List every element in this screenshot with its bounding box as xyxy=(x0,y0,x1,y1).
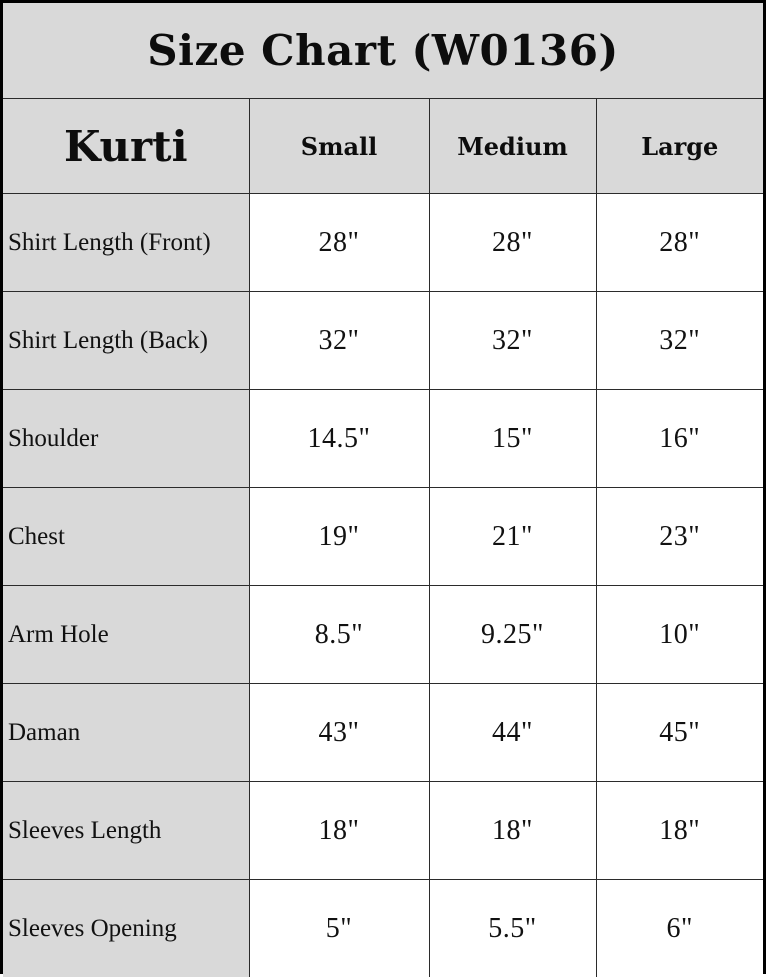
size-table xyxy=(3,99,763,977)
cell-medium: 5.5" xyxy=(429,880,596,977)
garment-type-header: Kurti xyxy=(3,99,249,194)
cell-medium: 15" xyxy=(429,390,596,488)
cell-medium: 18" xyxy=(429,782,596,880)
table-row xyxy=(3,292,763,390)
cell-large: 18" xyxy=(596,782,763,880)
table-row xyxy=(3,488,763,586)
row-label: Chest xyxy=(3,488,249,586)
chart-title: Size Chart (W0136) xyxy=(3,3,763,99)
row-label: Shirt Length (Front) xyxy=(3,194,249,292)
size-header-small: Small xyxy=(249,99,429,194)
cell-small: 43" xyxy=(249,684,429,782)
row-label: Arm Hole xyxy=(3,586,249,684)
row-label: Sleeves Opening xyxy=(3,880,249,977)
cell-small: 28" xyxy=(249,194,429,292)
cell-medium: 21" xyxy=(429,488,596,586)
table-row xyxy=(3,782,763,880)
row-label: Shoulder xyxy=(3,390,249,488)
size-header-medium: Medium xyxy=(429,99,596,194)
cell-large: 10" xyxy=(596,586,763,684)
table-row xyxy=(3,684,763,782)
header-row xyxy=(3,99,763,194)
cell-small: 32" xyxy=(249,292,429,390)
cell-large: 6" xyxy=(596,880,763,977)
cell-large: 45" xyxy=(596,684,763,782)
row-label: Shirt Length (Back) xyxy=(3,292,249,390)
cell-medium: 28" xyxy=(429,194,596,292)
cell-small: 8.5" xyxy=(249,586,429,684)
cell-small: 19" xyxy=(249,488,429,586)
table-row xyxy=(3,390,763,488)
cell-small: 18" xyxy=(249,782,429,880)
cell-small: 5" xyxy=(249,880,429,977)
cell-large: 23" xyxy=(596,488,763,586)
cell-medium: 44" xyxy=(429,684,596,782)
table-row xyxy=(3,586,763,684)
cell-large: 28" xyxy=(596,194,763,292)
cell-large: 16" xyxy=(596,390,763,488)
size-header-large: Large xyxy=(596,99,763,194)
row-label: Sleeves Length xyxy=(3,782,249,880)
cell-large: 32" xyxy=(596,292,763,390)
table-row xyxy=(3,194,763,292)
cell-medium: 9.25" xyxy=(429,586,596,684)
cell-medium: 32" xyxy=(429,292,596,390)
table-row xyxy=(3,880,763,977)
cell-small: 14.5" xyxy=(249,390,429,488)
row-label: Daman xyxy=(3,684,249,782)
